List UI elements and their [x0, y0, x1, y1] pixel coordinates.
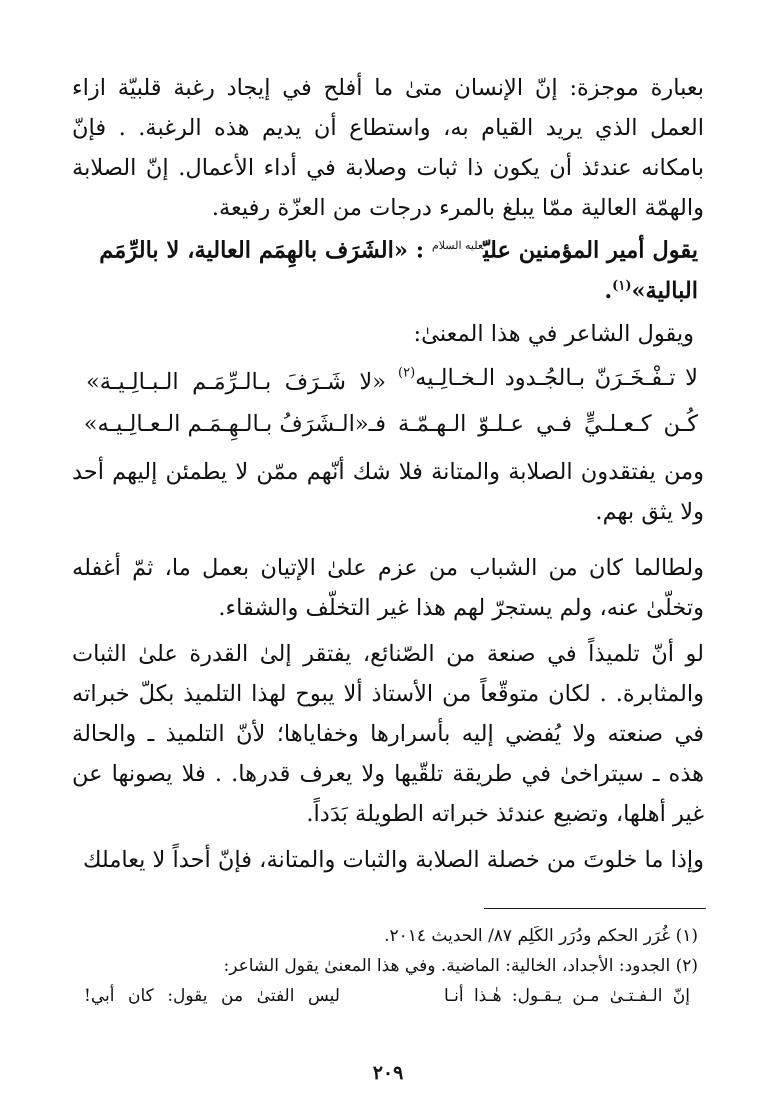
verse-1-second-hemistich: «لا شَـرَفَ بـالـرِّمَـم الـبـالِـيـة»	[86, 369, 386, 395]
page-number: ٢٠٩	[372, 1062, 404, 1084]
paragraph-3: ولطالما كان من الشباب من عزم علىٰ الإتيان بعمل ما، ثمّ أغفله وتخلّىٰ عنه، ولم يستجرّ لهم هذا غير التخلّف والشقاء.	[72, 555, 704, 621]
verse-2-first-hemistich: كُـن كـعـلـيٍّ فـي عـلـوّ الـهـمّـة	[398, 411, 698, 437]
footnote-verse-second: ليس الفتىٰ من يقول: كان أبي!	[84, 986, 340, 1006]
footnote-2: (٢) الجدود: الأجداد، الخالية: الماضية. وفي هذا المعنىٰ يقول الشاعر:	[223, 956, 698, 976]
quote-intro: يقول أمير المؤمنين عليّ	[483, 237, 698, 264]
poem-intro: ويقول الشاعر في هذا المعنىٰ:	[413, 321, 694, 347]
honorific-glyph: عليه السلام	[431, 239, 484, 252]
paragraph-5: وإذا ما خلوتَ من خصلة الصلابة والثبات والمتانة، فإنّ أحداً لا يعاملك	[82, 847, 704, 873]
paragraph-1: بعبارة موجزة: إنّ الإنسان متىٰ ما أفلح في إيجاد رغبة قلبيّة ازاء العمل الذي يريد القيام به، واستطاع أن يديم هذه الرغبة. . فإنّ بامكانه عندئذ أن يكون ذا ثبات وصلابة في أداء الأعمال. إنّ الصلابة والهمّة العالية ممّا يبلغ بالمرء درجات من العزّة رفيعة.	[72, 75, 704, 221]
footnote-verse-first: إنّ الـفـتـىٰ مـن يـقـول: هٰـذا أنـا	[444, 986, 690, 1006]
quote-paragraph	[58, 226, 698, 311]
footnote-divider	[484, 908, 706, 909]
paragraph-4: لو أنّ تلميذاً في صنعة من الصّنائع، يفتقر إلىٰ القدرة علىٰ الثبات والمثابرة. . لكان متوقّعاً من الأستاذ ألا يبوح لهذا التلميذ بكلّ خبراته في صنعته ولا يُفضي إليه بأسرارها وخفاياها؛ لأنّ التلميذ ـ والحالة هذه ـ سيتراخىٰ في طريقة تلقّيها ولا يعرف قدرها. . فلا يصونها عن غير أهلها، وتضيع عندئذ خبراته الطويلة بَدَداً.	[72, 641, 704, 827]
footnote-ref-1: (١)	[612, 278, 632, 293]
verse-1-first-text: لا تـفْـخَـرَنّ بـالجُـدود الـخـالِـيه	[415, 365, 698, 391]
footnote-ref-2: (٢)	[398, 365, 416, 381]
verse-1-first-hemistich	[398, 358, 698, 398]
quote-end: .	[604, 277, 613, 304]
quote-text: : «الشَرَف بالهِمَم العالية، لا بالرِّمَم البالية»	[99, 237, 698, 304]
verse-2-second-hemistich: فـ«الـشَرَفُ بـالـهِـمَـم الـعـالِـيـه»	[83, 411, 386, 437]
paragraph-2: ومن يفتقدون الصلابة والمتانة فلا شك أنّهم ممّن لا يطمئن إليهم أحد ولا يثق بهم.	[72, 459, 704, 525]
footnote-1: (١) غُرَر الحكم ودُرَر الكَلِم ٨٧/ الحديث ٢٠١٤.	[384, 926, 698, 946]
